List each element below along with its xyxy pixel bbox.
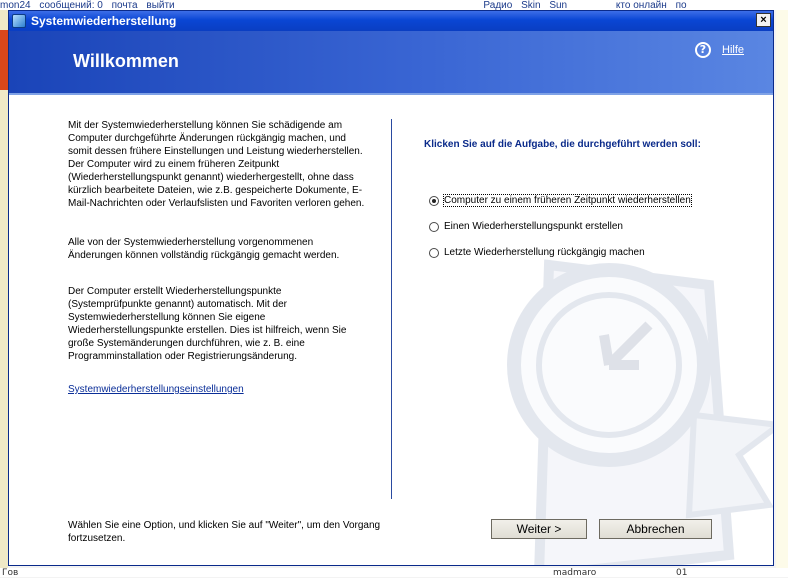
bg-bottom-text-2: madmaro — [553, 568, 597, 578]
background-page-left — [0, 10, 8, 577]
bg-sun: Sun — [549, 0, 568, 10]
bg-bottom-text-3: 01 — [676, 568, 688, 578]
bg-who-online: кто онлайн — [615, 0, 667, 10]
radio-selected-icon[interactable] — [429, 196, 439, 206]
bg-mail: почта — [111, 0, 138, 10]
option-label[interactable]: Computer zu einem früheren Zeitpunkt wiederherstellen — [444, 195, 691, 206]
instruction-text: Wählen Sie eine Option, und klicken Sie auf "Weiter", um den Vorgang fortzusetzen. — [68, 520, 381, 544]
bg-logout: выйти — [146, 0, 175, 10]
bg-bottom-text-1: Гов — [2, 568, 19, 578]
background-browser-toolbar — [0, 0, 788, 10]
bg-radio: Радио — [483, 0, 513, 10]
undo-paragraph: Alle von der Systemwiederherstellung vorgenommenen Änderungen können vollständig rückgängig gemacht werden. — [68, 237, 340, 261]
help-link[interactable]: Hilfe — [722, 44, 745, 56]
option-label[interactable]: Letzte Wiederherstellung rückgängig machen — [444, 247, 645, 258]
next-button[interactable]: Weiter > — [491, 519, 587, 539]
bg-messages: сообщений: 0 — [39, 0, 103, 10]
header-banner — [9, 31, 773, 93]
system-restore-dialog — [8, 10, 774, 566]
background-page-right — [776, 10, 788, 577]
bg-more: по — [675, 0, 687, 10]
vertical-divider — [391, 119, 392, 499]
radio-icon[interactable] — [429, 248, 439, 258]
background-page-bottom — [0, 568, 788, 577]
close-button[interactable]: × — [756, 13, 771, 27]
restore-points-paragraph: Der Computer erstellt Wiederherstellungspunkte (Systemprüfpunkte genannt) automatisch. Mit der Systemwiederherstellung können Sie eigene Wiederherstellungspunkte erstellen. Dies ist hilfreich, wenn Sie große Systemänderungen durchführen, wie z. B. eine Programminstallation oder Registrierungsänderung. — [68, 286, 347, 362]
cancel-button[interactable]: Abbrechen — [599, 519, 712, 539]
system-restore-icon — [12, 14, 26, 28]
page-title: Willkommen — [73, 51, 179, 71]
option-label[interactable]: Einen Wiederherstellungspunkt erstellen — [444, 221, 623, 232]
intro-paragraph: Mit der Systemwiederherstellung können Sie schädigende am Computer durchgeführte Änderungen rückgängig machen, und somit dessen frühere Einstellungen und Leistung wiederherstellen. Der Computer wird zu einem früheren Zeitpunkt (Wiederherstellungspunkt genannt) wiederhergestellt, ohne dass kürzlich bearbeitete Dateien, wie z.B. gespeicherte Dokumente, E-Mail-Nachrichten oder Verlaufslisten und Favoriten verloren gehen. — [68, 120, 365, 209]
dialog-content — [9, 95, 773, 565]
window-title: Systemwiederherstellung — [31, 14, 177, 28]
bg-site-name: mon24 — [0, 0, 31, 10]
radio-icon[interactable] — [429, 222, 439, 232]
settings-link[interactable]: Systemwiederherstellungseinstellungen — [68, 384, 244, 395]
help-icon[interactable]: ? — [695, 42, 711, 58]
task-heading: Klicken Sie auf die Aufgabe, die durchgeführt werden soll: — [424, 139, 701, 150]
bg-skin: Skin — [521, 0, 541, 10]
title-bar[interactable] — [9, 11, 773, 31]
